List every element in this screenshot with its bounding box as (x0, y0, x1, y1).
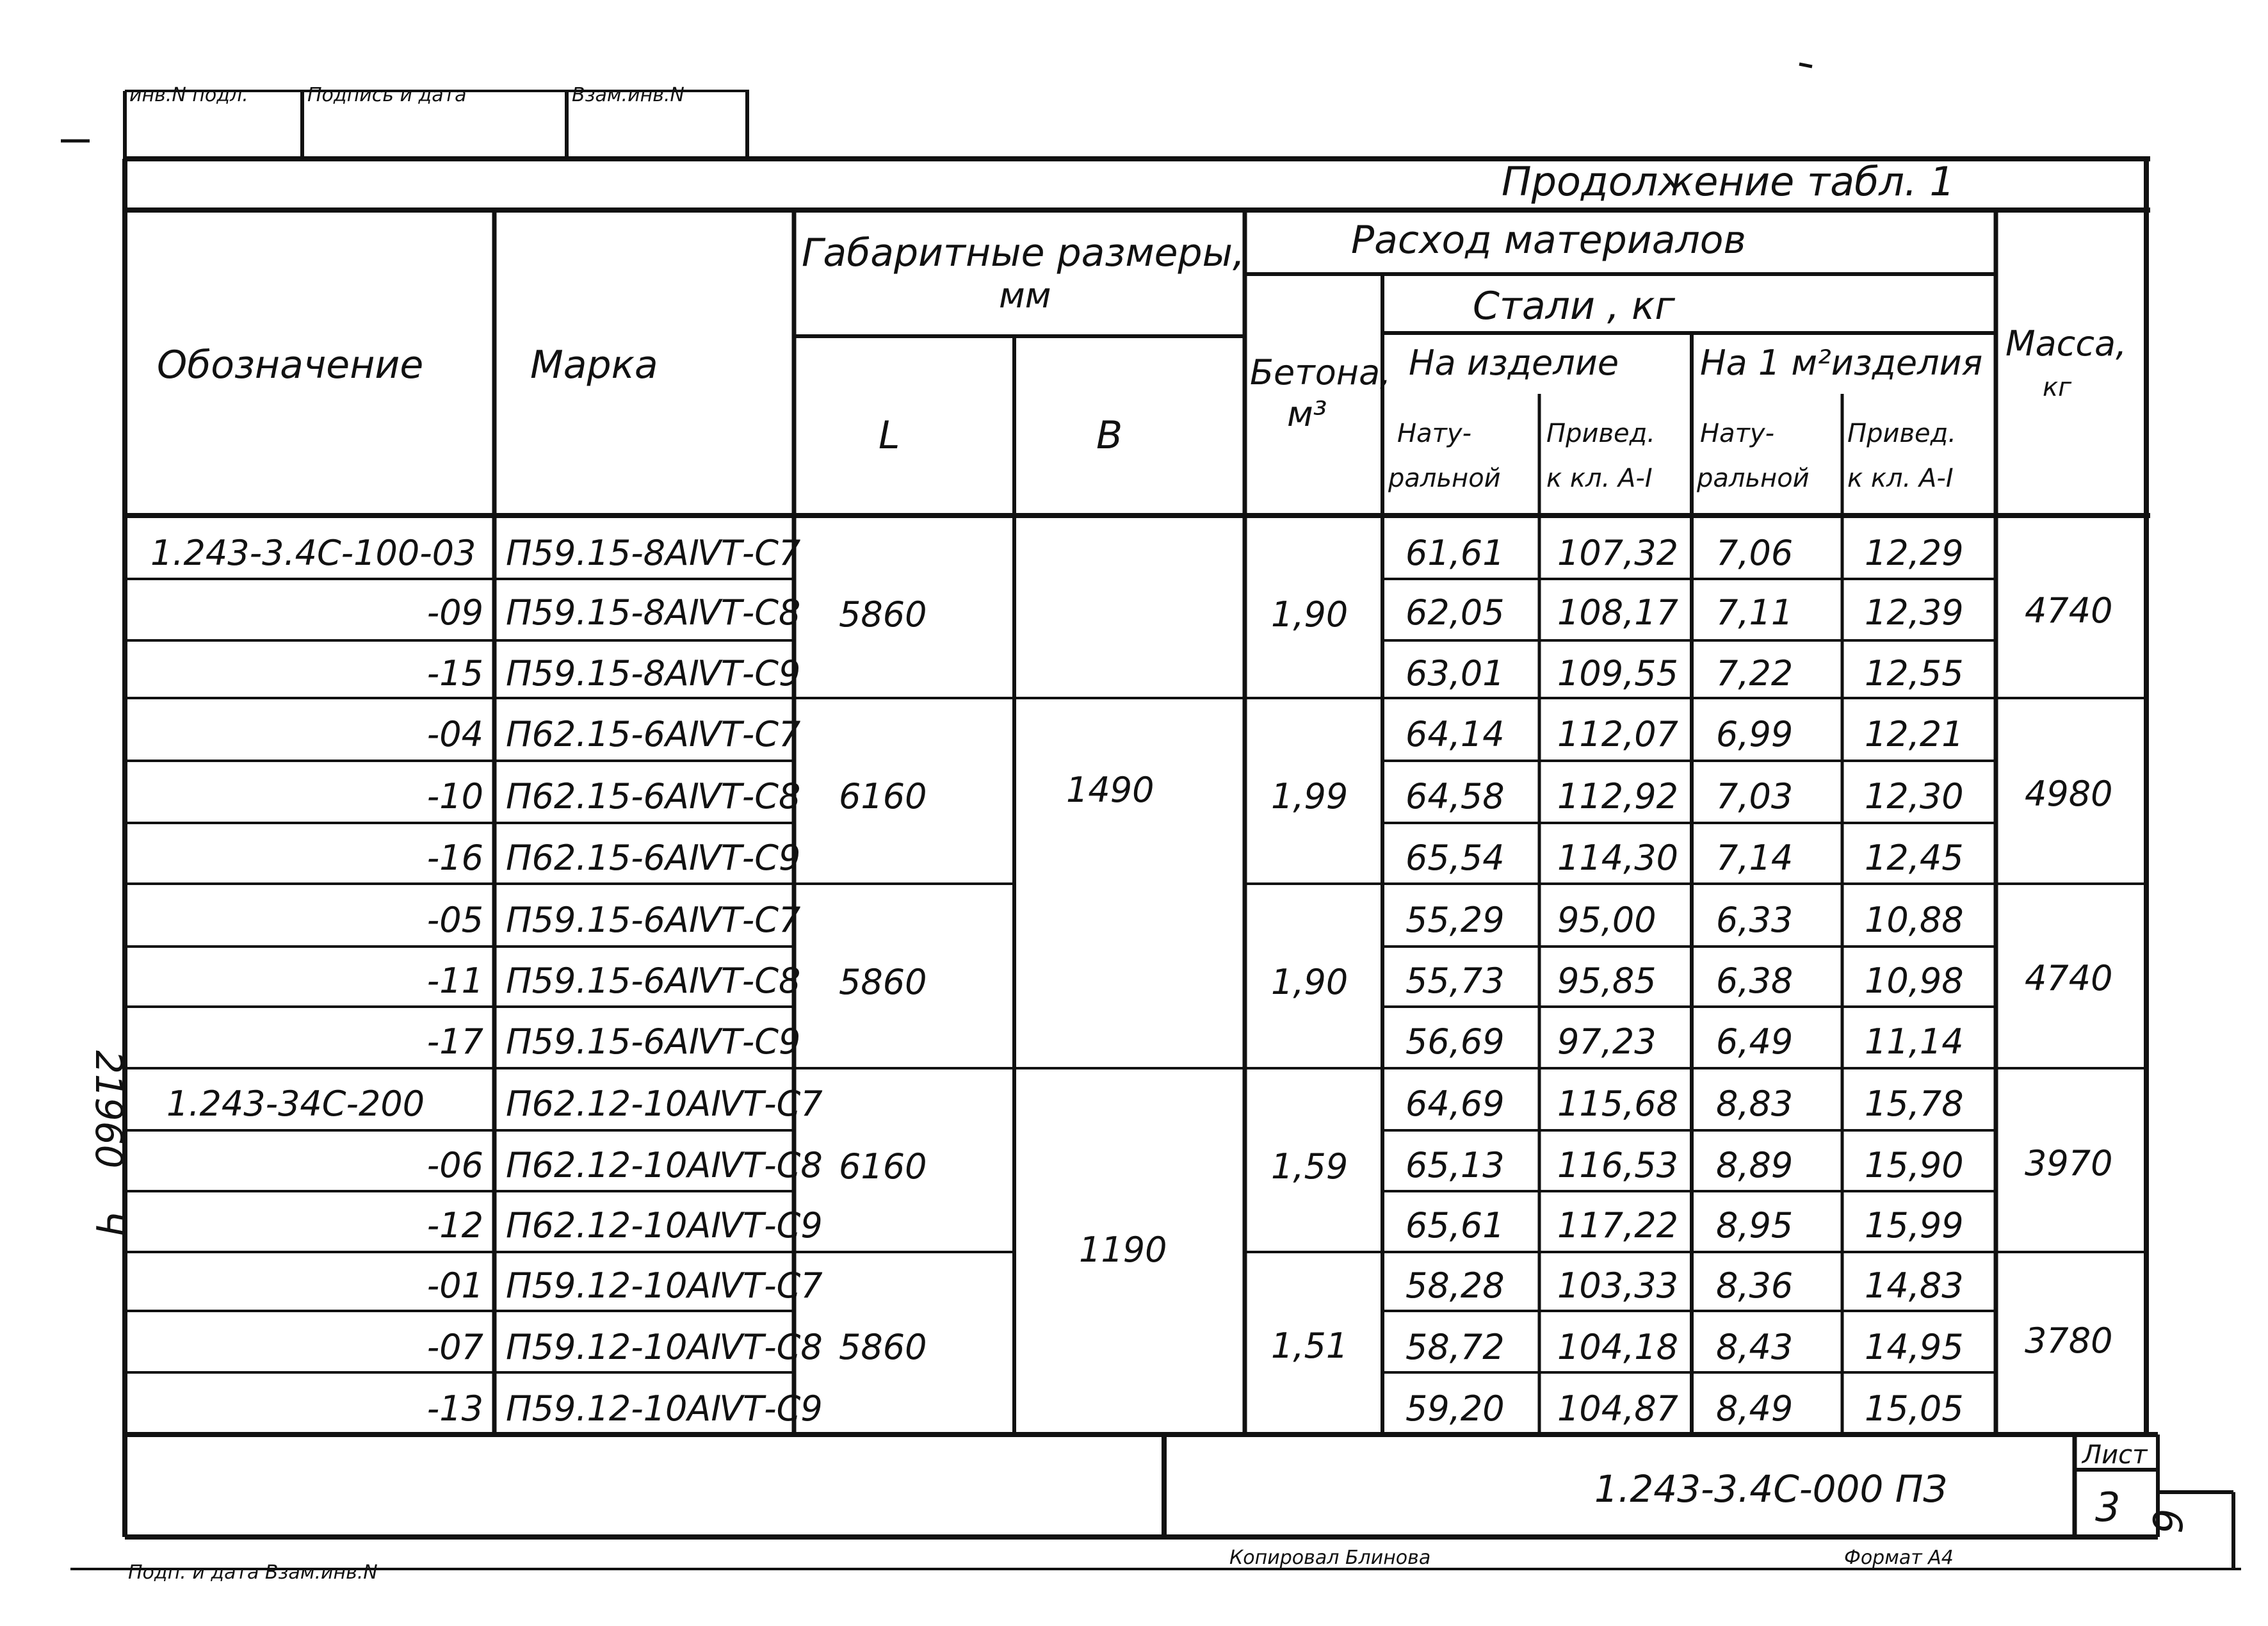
header-steel: Стали , кг (1473, 284, 1675, 329)
row-reduced-item: 117,22 (1557, 1205, 1678, 1246)
row-reduced-item: 112,07 (1557, 714, 1678, 754)
group-mass: 3970 (2025, 1143, 2113, 1183)
row-mark: П62.12-10АⅣТ-С9 (506, 1205, 823, 1246)
group-mass: 3780 (2025, 1321, 2113, 1361)
group-mass: 4740 (2025, 590, 2113, 631)
row-natural-m2: 6,49 (1716, 1021, 1794, 1062)
row-natural-m2: 6,33 (1716, 900, 1794, 940)
header-dims: Габаритные размеры, (802, 231, 1245, 275)
row-natural-m2: 7,06 (1716, 533, 1794, 573)
row-designation: -11 (426, 961, 483, 1001)
header-reduced-2a: к кл. А-I (1546, 464, 1653, 493)
stamp-vzam-label: Взам.инв.N (572, 84, 684, 106)
row-reduced-item: 114,30 (1557, 838, 1678, 878)
row-reduced-item: 109,55 (1557, 653, 1678, 694)
row-natural-m2: 8,49 (1716, 1388, 1794, 1429)
row-mark: П59.12-10АⅣТ-С9 (506, 1388, 823, 1429)
margin-letter: Ч (87, 1210, 131, 1236)
row-natural-m2: 8,89 (1716, 1145, 1794, 1185)
row-natural-m2: 7,11 (1716, 592, 1794, 633)
row-reduced-m2: 12,29 (1865, 533, 1964, 573)
row-natural-item: 58,72 (1405, 1327, 1505, 1367)
header-mass: Масса, (2005, 323, 2127, 364)
row-natural-item: 55,29 (1405, 900, 1505, 940)
row-natural-m2: 8,95 (1716, 1205, 1794, 1246)
bottom-stamp-text: Подп. и дата Взам.инв.N (128, 1561, 378, 1584)
row-reduced-m2: 15,99 (1865, 1205, 1964, 1246)
row-natural-item: 64,14 (1405, 714, 1505, 754)
page-tab-number: 9 (2145, 1508, 2192, 1534)
group-concrete: 1,99 (1271, 776, 1349, 817)
row-natural-item: 63,01 (1405, 653, 1505, 694)
row-designation: 1.243-34С-200 (166, 1084, 425, 1124)
header-reduced-1b: Привед. (1847, 419, 1957, 448)
group-concrete: 1,59 (1271, 1146, 1349, 1187)
sheet-number: 3 (2095, 1484, 2121, 1531)
header-natural-1a: Нату- (1397, 419, 1471, 448)
row-reduced-item: 95,85 (1557, 961, 1656, 1001)
header-dims-unit: мм (999, 275, 1051, 316)
header-mark: Марка (530, 343, 658, 387)
row-reduced-m2: 15,90 (1865, 1145, 1964, 1185)
row-natural-m2: 6,38 (1716, 961, 1794, 1001)
row-designation: -01 (426, 1265, 483, 1306)
row-mark: П62.15-6АⅣТ-С9 (506, 838, 801, 878)
sheet-label: Лист (2082, 1440, 2148, 1470)
row-natural-m2: 7,03 (1716, 776, 1794, 817)
row-natural-m2: 8,36 (1716, 1265, 1794, 1306)
header-materials: Расход материалов (1351, 218, 1746, 263)
row-reduced-m2: 11,14 (1865, 1021, 1964, 1062)
row-reduced-item: 103,33 (1557, 1265, 1678, 1306)
row-designation: -12 (426, 1205, 483, 1246)
group-length: 5860 (839, 1327, 927, 1367)
header-natural-2a: ральной (1388, 464, 1501, 493)
header-designation: Обозначение (157, 343, 424, 387)
group-length: 6160 (839, 776, 927, 817)
row-reduced-m2: 15,78 (1865, 1084, 1964, 1124)
row-designation: -15 (426, 653, 483, 694)
row-designation: -10 (426, 776, 483, 817)
row-reduced-item: 97,23 (1557, 1021, 1656, 1062)
header-concrete: Бетона, (1250, 352, 1391, 393)
row-natural-m2: 7,22 (1716, 653, 1794, 694)
page-format: Формат А4 (1844, 1547, 1954, 1569)
table-title: Продолжение табл. 1 (1502, 158, 1955, 205)
table-header (157, 218, 2126, 493)
row-natural-item: 64,58 (1405, 776, 1505, 817)
row-natural-m2: 8,83 (1716, 1084, 1794, 1124)
row-mark: П59.12-10АⅣТ-С8 (506, 1327, 823, 1367)
row-reduced-item: 108,17 (1557, 592, 1678, 633)
row-reduced-m2: 10,88 (1865, 900, 1964, 940)
row-natural-item: 56,69 (1405, 1021, 1505, 1062)
row-natural-item: 64,69 (1405, 1084, 1505, 1124)
row-designation: -09 (426, 592, 483, 633)
row-natural-item: 59,20 (1405, 1388, 1505, 1429)
group-concrete: 1,90 (1271, 962, 1349, 1002)
group-mass: 4980 (2025, 774, 2113, 814)
row-mark: П62.12-10АⅣТ-С7 (506, 1084, 823, 1124)
row-reduced-item: 104,87 (1557, 1388, 1678, 1429)
header-natural-1b: Нату- (1700, 419, 1774, 448)
group-width: 1190 (1079, 1230, 1167, 1270)
row-designation: -06 (426, 1145, 483, 1185)
header-reduced-1a: Привед. (1546, 419, 1656, 448)
row-mark: П62.15-6АⅣТ-С7 (506, 714, 801, 754)
header-mass-unit: кг (2043, 373, 2072, 402)
header-per-m2: На 1 м²изделия (1700, 343, 1983, 383)
row-reduced-m2: 10,98 (1865, 961, 1964, 1001)
row-natural-m2: 7,14 (1716, 838, 1794, 878)
row-natural-item: 65,54 (1405, 838, 1505, 878)
row-mark: П59.15-8АⅣТ-С7 (506, 533, 801, 573)
group-width: 1490 (1066, 770, 1154, 810)
row-reduced-m2: 12,21 (1865, 714, 1964, 754)
row-mark: П59.15-6АⅣТ-С9 (506, 1021, 801, 1062)
row-natural-item: 61,61 (1405, 533, 1505, 573)
row-mark: П59.15-6АⅣТ-С7 (506, 900, 801, 940)
copied-by: Копировал Блинова (1229, 1547, 1431, 1569)
row-reduced-m2: 14,95 (1865, 1327, 1964, 1367)
header-natural-2b: ральной (1697, 464, 1810, 493)
row-reduced-m2: 15,05 (1865, 1388, 1964, 1429)
row-mark: П59.15-8АⅣТ-С9 (506, 653, 801, 694)
header-dim-b: В (1096, 413, 1123, 458)
row-natural-m2: 6,99 (1716, 714, 1794, 754)
row-reduced-m2: 12,30 (1865, 776, 1964, 817)
group-concrete: 1,51 (1271, 1326, 1349, 1366)
header-dim-l: L (879, 413, 900, 458)
group-length: 5860 (839, 594, 927, 635)
row-mark: П62.12-10АⅣТ-С8 (506, 1145, 823, 1185)
row-designation: -04 (426, 714, 483, 754)
row-designation: -05 (426, 900, 483, 940)
row-reduced-item: 115,68 (1557, 1084, 1678, 1124)
row-natural-m2: 8,43 (1716, 1327, 1794, 1367)
stamp-sign-label: Подпись и дата (307, 84, 467, 106)
row-natural-item: 65,13 (1405, 1145, 1505, 1185)
row-designation: -16 (426, 838, 483, 878)
row-reduced-m2: 12,39 (1865, 592, 1964, 633)
scan-speck (1799, 64, 1812, 67)
row-mark: П59.12-10АⅣТ-С7 (506, 1265, 823, 1306)
row-reduced-item: 107,32 (1557, 533, 1678, 573)
row-reduced-m2: 12,45 (1865, 838, 1964, 878)
row-designation: 1.243-3.4С-100-03 (150, 533, 476, 573)
stamp-inv-label: инв.N подл. (129, 84, 248, 106)
row-designation: -17 (426, 1021, 483, 1062)
row-reduced-item: 95,00 (1557, 900, 1656, 940)
doc-code: 1.243-3.4С-000 ПЗ (1594, 1467, 1947, 1511)
row-natural-item: 62,05 (1405, 592, 1505, 633)
group-concrete: 1,90 (1271, 594, 1349, 635)
header-reduced-2b: к кл. А-I (1847, 464, 1954, 493)
row-mark: П62.15-6АⅣТ-С8 (506, 776, 801, 817)
row-mark: П59.15-6АⅣТ-С8 (506, 961, 801, 1001)
header-per-item: На изделие (1409, 343, 1619, 383)
row-natural-item: 65,61 (1405, 1205, 1505, 1246)
row-reduced-item: 112,92 (1557, 776, 1678, 817)
row-natural-item: 58,28 (1405, 1265, 1505, 1306)
row-natural-item: 55,73 (1405, 961, 1505, 1001)
row-reduced-m2: 14,83 (1865, 1265, 1964, 1306)
header-concrete-unit: м³ (1287, 394, 1327, 434)
row-reduced-item: 116,53 (1557, 1145, 1678, 1185)
row-reduced-item: 104,18 (1557, 1327, 1678, 1367)
margin-number: 21960 (87, 1050, 131, 1169)
group-length: 5860 (839, 962, 927, 1002)
row-designation: -07 (426, 1327, 483, 1367)
group-mass: 4740 (2025, 958, 2113, 998)
row-mark: П59.15-8АⅣТ-С8 (506, 592, 801, 633)
row-reduced-m2: 12,55 (1865, 653, 1964, 694)
row-designation: -13 (426, 1388, 483, 1429)
group-length: 6160 (839, 1146, 927, 1187)
